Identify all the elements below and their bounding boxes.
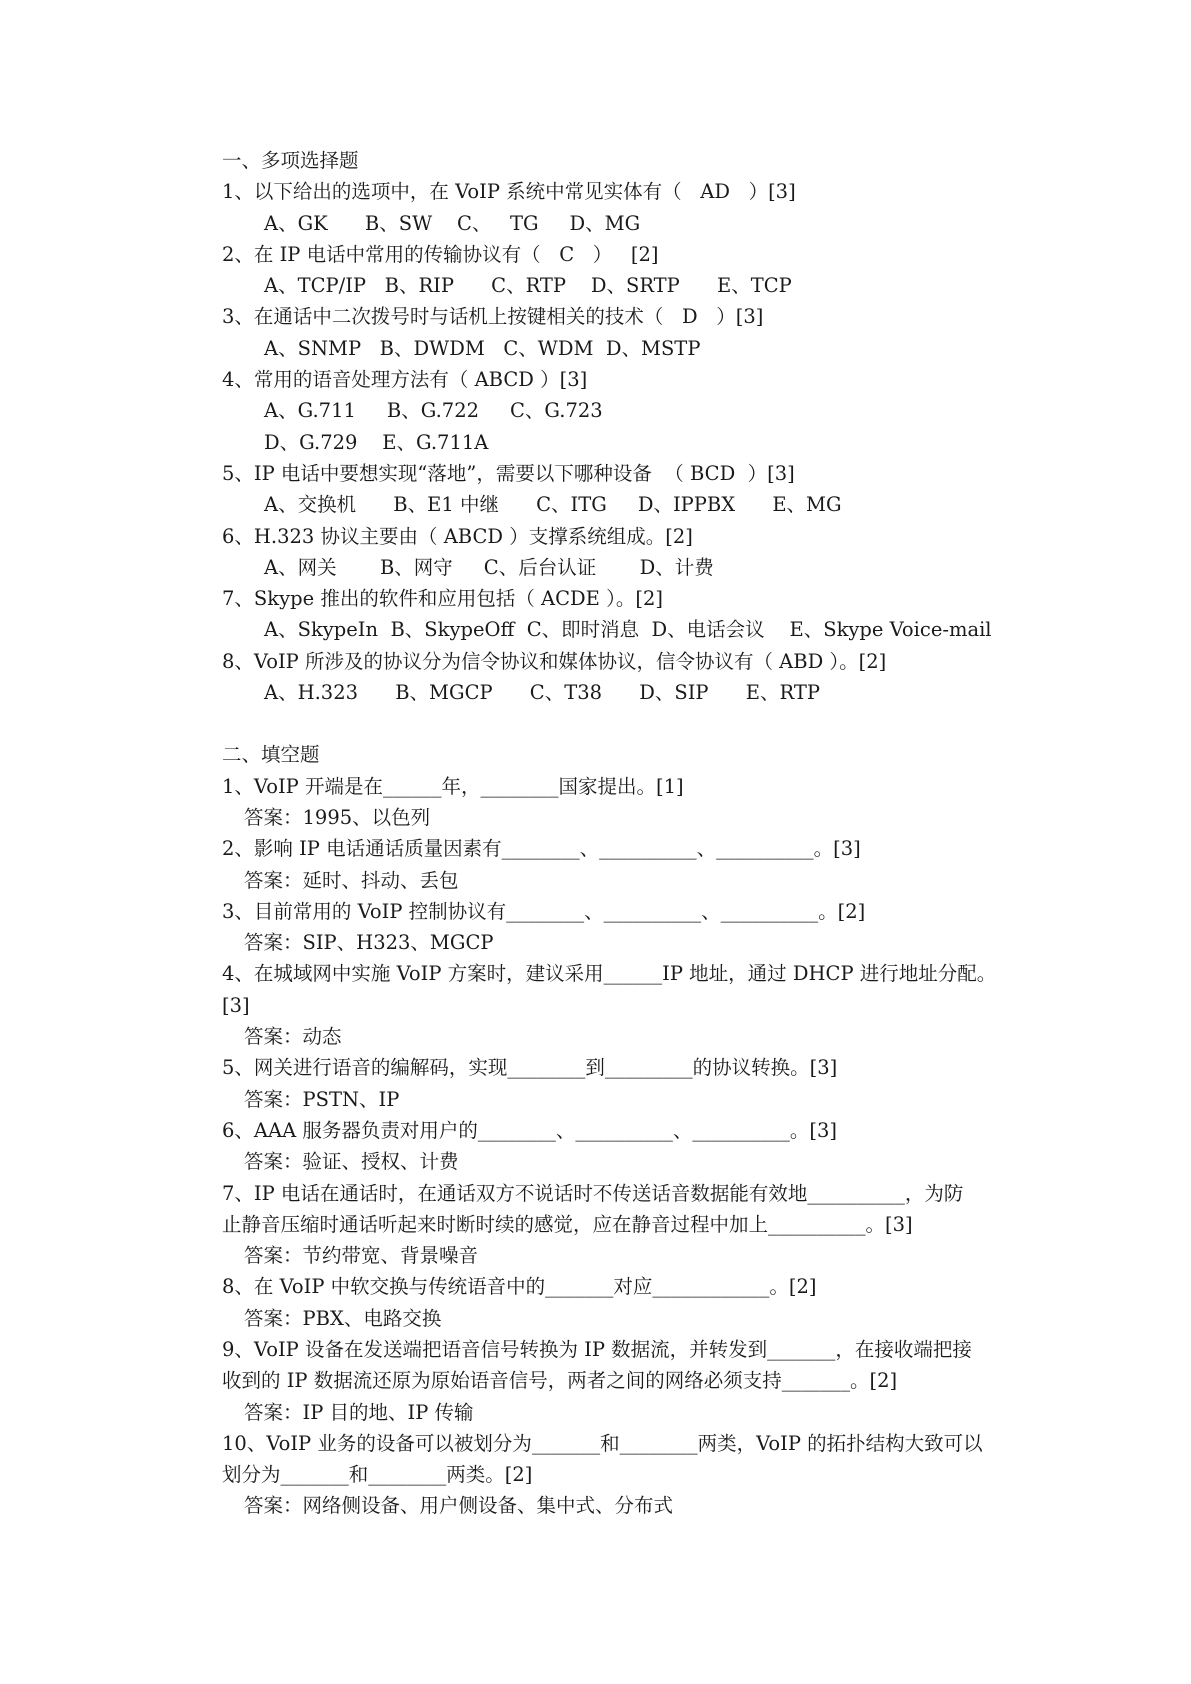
options-line: A、H.323 B、MGCP C、T38 D、SIP E、RTP — [264, 681, 820, 705]
answer-line: 答案：PBX、电路交换 — [244, 1306, 442, 1330]
question-line: 2、在 IP 电话中常用的传输协议有（ C ） [2] — [222, 242, 659, 266]
options-line: A、G.711 B、G.722 C、G.723 — [264, 399, 603, 423]
question-line: 8、在 VoIP 中软交换与传统语音中的_______对应____________。[2] — [222, 1275, 817, 1299]
options-line: A、TCP/IP B、RIP C、RTP D、SRTP E、TCP — [264, 274, 792, 298]
question-line: 7、IP 电话在通话时，在通话双方不说话时不传送话音数据能有效地__________，为防 — [222, 1181, 964, 1205]
question-line: 6、AAA 服务器负责对用户的________、__________、__________。[3] — [222, 1118, 837, 1142]
answer-line: 答案：动态 — [244, 1025, 342, 1049]
question-continuation: 止静音压缩时通话听起来时断时续的感觉，应在静音过程中加上__________。[3] — [222, 1212, 913, 1236]
question-line: 6、H.323 协议主要由（ ABCD ）支撑系统组成。[2] — [222, 524, 693, 548]
question-line: 8、VoIP 所涉及的协议分为信令协议和媒体协议，信令协议有（ ABD ）。[2] — [222, 649, 887, 673]
section2-body — [222, 771, 1022, 1522]
question-line: 9、VoIP 设备在发送端把语音信号转换为 IP 数据流，并转发到_______，在接收端把接 — [222, 1337, 972, 1361]
options-line: A、SNMP B、DWDM C、WDM D、MSTP — [264, 336, 701, 360]
question-line: 2、影响 IP 电话通话质量因素有________、__________、__________。[3] — [222, 837, 861, 861]
question-continuation: 收到的 IP 数据流还原为原始语音信号，两者之间的网络必须支持_______。[2] — [222, 1369, 898, 1393]
question-line: 5、网关进行语音的编解码，实现________到_________的协议转换。[3] — [222, 1056, 838, 1080]
section1-heading: 一、多项选择题 — [222, 149, 359, 172]
options-line: A、SkypeIn B、SkypeOff C、即时消息 D、电话会议 E、Skype Voice-mail — [264, 618, 992, 642]
answer-line: 答案：节约带宽、背景噪音 — [244, 1244, 479, 1268]
section2-heading: 二、填空题 — [222, 743, 320, 767]
answer-line: 答案：PSTN、IP — [244, 1087, 400, 1111]
question-continuation: [3] — [222, 993, 250, 1017]
question-line: 10、VoIP 业务的设备可以被划分为_______和________两类，VoIP 的拓扑结构大致可以 — [222, 1431, 983, 1455]
options-line: A、网关 B、网守 C、后台认证 D、计费 — [264, 555, 714, 579]
question-continuation: 划分为_______和________两类。[2] — [222, 1463, 533, 1487]
answer-line: 答案：验证、授权、计费 — [244, 1150, 459, 1174]
answer-line: 答案：网络侧设备、用户侧设备、集中式、分布式 — [244, 1494, 674, 1518]
question-line: 4、在城域网中实施 VoIP 方案时，建议采用______IP 地址，通过 DHCP 进行地址分配。 — [222, 962, 997, 986]
question-line: 3、目前常用的 VoIP 控制协议有________、__________、__________。[2] — [222, 899, 866, 923]
answer-line: 答案：延时、抖动、丢包 — [244, 868, 459, 892]
answer-line: 答案：1995、以色列 — [244, 805, 431, 829]
question-line: 5、IP 电话中要想实现“落地”，需要以下哪种设备 （ BCD ）[3] — [222, 461, 795, 485]
answer-line: 答案：SIP、H323、MGCP — [244, 931, 494, 955]
document-page — [222, 145, 1022, 1522]
question-line: 1、以下给出的选项中，在 VoIP 系统中常见实体有（ AD ）[3] — [222, 180, 796, 204]
options-line: A、GK B、SW C、 TG D、MG — [264, 211, 641, 235]
options-line: A、交换机 B、E1 中继 C、ITG D、IPPBX E、MG — [264, 493, 842, 517]
section-gap — [222, 708, 1022, 739]
section1-body — [222, 176, 1022, 708]
question-line: 7、Skype 推出的软件和应用包括（ ACDE ）。[2] — [222, 587, 663, 611]
question-line: 3、在通话中二次拨号时与话机上按键相关的技术（ D ）[3] — [222, 305, 764, 329]
question-line: 1、VoIP 开端是在______年，________国家提出。[1] — [222, 774, 684, 798]
answer-line: 答案：IP 目的地、IP 传输 — [244, 1400, 474, 1424]
question-line: 4、常用的语音处理方法有（ ABCD ）[3] — [222, 368, 588, 392]
options-line: D、G.729 E、G.711A — [264, 430, 489, 454]
